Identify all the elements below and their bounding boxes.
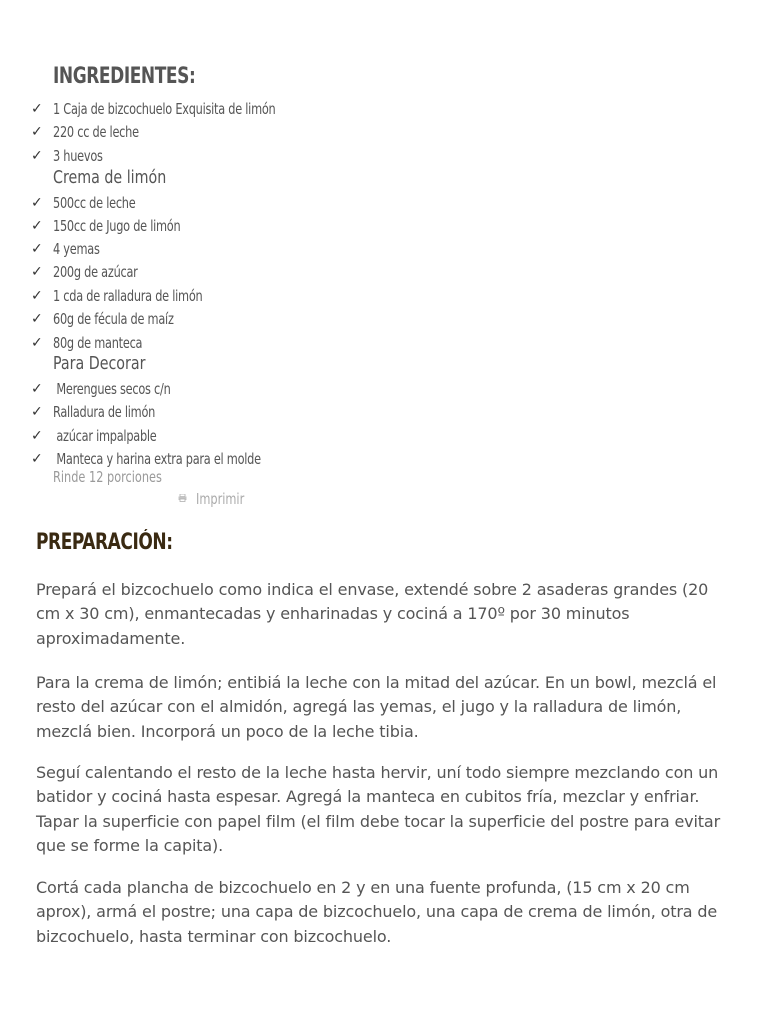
check-icon: ✓ [31,451,43,467]
ingredient-text: azúcar impalpable [53,427,157,445]
check-icon: ✓ [31,264,43,280]
ingredient-text: 80g de manteca [53,334,143,352]
preparation-step: Para la crema de limón; entibiá la leche con la mitad del azúcar. En un bowl, mezclá el resto del azúcar con el almidón, agregá las yemas, el jugo y la ralladura de limón, mezclá bien. Incorporá un poco de la leche tibia. [36,673,717,741]
ingredient-text: Ralladura de limón [53,403,156,421]
ingredient-text: 1 Caja de bizcochuelo Exquisita de limón [53,100,276,118]
preparation-step: Prepará el bizcochuelo como indica el envase, extendé sobre 2 asaderas grandes (20 cm x 30 cm), enmantecadas y enharinadas y cociná a 170º por 30 minutos aproximadamente. [36,580,709,648]
ingredient-text: 4 yemas [53,240,100,258]
ingredient-text: 200g de azúcar [53,263,138,281]
printer-icon [178,495,190,505]
servings-yield: Rinde 12 porciones [53,468,162,486]
preparation-step: Cortá cada plancha de bizcochuelo en 2 y en una fuente profunda, (15 cm x 20 cm aprox), armá el postre; una capa de bizcochuelo, una capa de crema de limón, otra de bizcochuelo, hasta terminar con bizcochuelo. [36,878,718,946]
ingredient-text: 60g de fécula de maíz [53,310,174,328]
ingredient-text: Manteca y harina extra para el molde [53,450,261,468]
preparation-title: PREPARACIÓN: [36,530,173,555]
preparation-step: Seguí calentando el resto de la leche hasta hervir, uní todo siempre mezclando con un batidor y cociná hasta espesar. Agregá la manteca en cubitos fría, mezclar y enfriar. Tapar la superficie con papel film (el film debe tocar la superficie del postre para evitar que se forme la capita). [36,763,720,856]
check-icon: ✓ [31,101,43,117]
check-icon: ✓ [31,428,43,444]
ingredient-text: 1 cda de ralladura de limón [53,287,203,305]
check-icon: ✓ [31,148,43,164]
ingredient-text: 500cc de leche [53,194,136,212]
check-icon: ✓ [31,335,43,351]
print-label: Imprimir [195,490,244,508]
check-icon: ✓ [31,124,43,140]
ingredient-text: 220 cc de leche [53,123,139,141]
check-icon: ✓ [31,218,43,234]
ingredient-text: Merengues secos c/n [53,380,171,398]
check-icon: ✓ [31,404,43,420]
check-icon: ✓ [31,381,43,397]
check-icon: ✓ [31,311,43,327]
ingredient-text: 3 huevos [53,147,103,165]
print-button[interactable] [178,490,253,508]
check-icon: ✓ [31,195,43,211]
check-icon: ✓ [31,241,43,257]
subheading-cream: Crema de limón [53,167,167,188]
subheading-decor: Para Decorar [53,353,146,374]
ingredients-title: INGREDIENTES: [53,64,196,89]
ingredient-text: 150cc de Jugo de limón [53,217,181,235]
check-icon: ✓ [31,288,43,304]
